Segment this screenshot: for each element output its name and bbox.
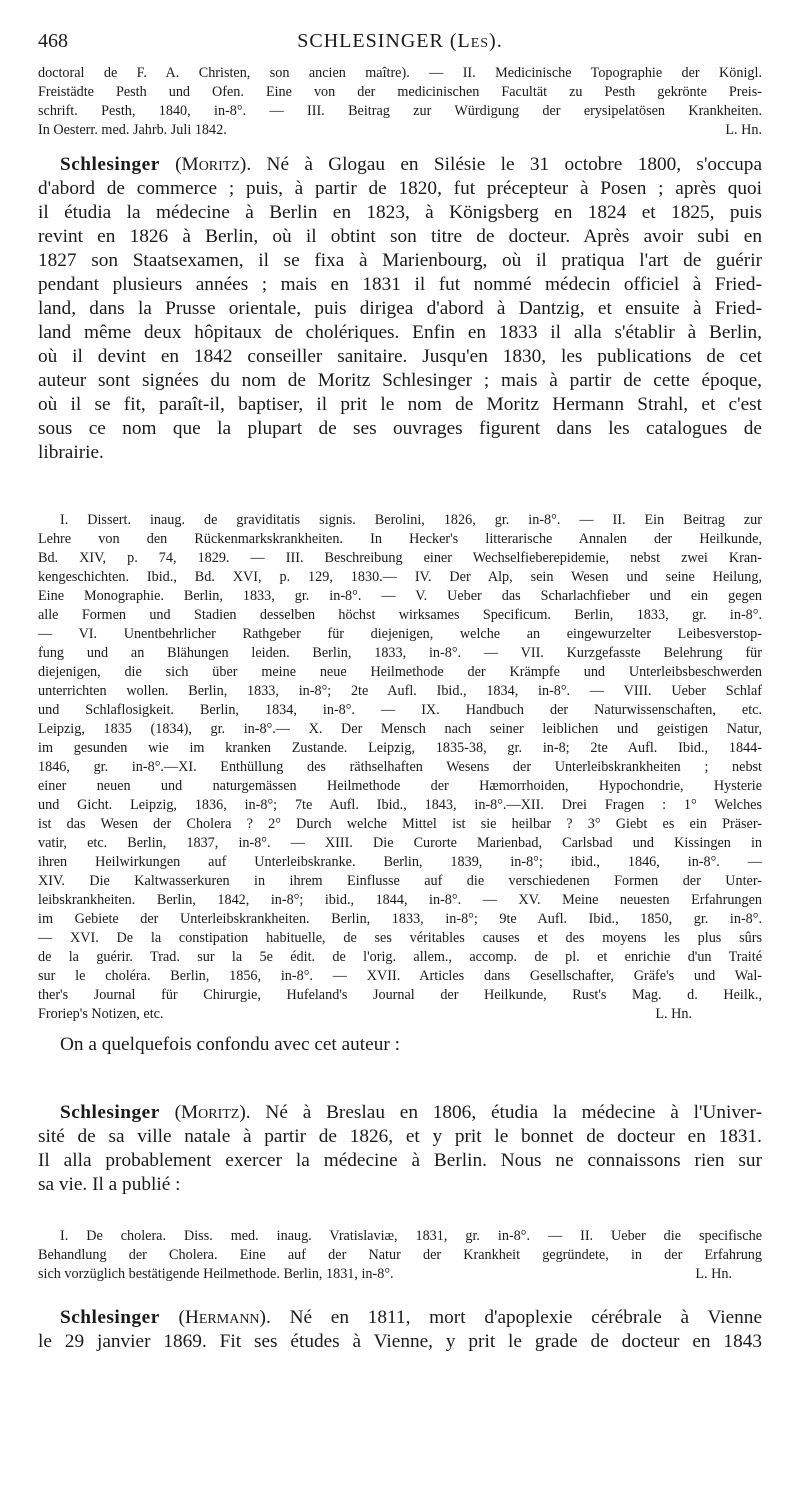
text-line-content: Né à Breslau en 1806, étudia la médecine à l'Univer-: [265, 1102, 763, 1123]
page-header: [38, 30, 762, 56]
entry-schlesinger-moritz-glogau-bibliography: [38, 511, 762, 1024]
entry-schlesinger-moritz-breslau: [38, 1101, 762, 1197]
bib-line: im Gebiete der Unterleibskrankheiten. Berlin, 1833, in-8°; 9te Aufl. Ibid., 1850, gr. in-8°.: [38, 911, 762, 927]
bib-line: kengeschichten. Ibid., Bd. XVI, p. 129, 1830.— IV. Der Alp, sein Wesen und seine Heilung,: [38, 569, 762, 585]
entry-first-name: (Hermann).: [178, 1307, 271, 1328]
bib-line: fung und an Blähungen leiden. Berlin, 1833, in-8°. — VII. Kurzgefasste Belehrung für: [38, 645, 762, 661]
author-signature: L. Hn.: [655, 1006, 692, 1022]
bib-line: XIV. Die Kaltwasserkuren in ihrem Einflusse auf die verschiedenen Formen der Unter-: [38, 873, 762, 889]
text-line: Il alla probablement exercer la médecine à Berlin. Nous ne connaissons rien sur: [38, 1150, 762, 1171]
author-signature: L. Hn.: [725, 122, 762, 138]
bib-line: Bd. XIV, p. 74, 1829. — III. Beschreibung einer Wechselfieberepidemie, nebst zwei Kran-: [38, 550, 762, 566]
bib-line: [38, 1265, 762, 1284]
bib-line: alle Formen und Stadien desselben höchst wirksames Specificum. Berlin, 1833, gr. in-8°.: [38, 607, 762, 623]
entry-first-line: [38, 1306, 762, 1330]
bib-line: — XVI. De la constipation habituelle, de ses véritables causes et des moyens les plus sûrs: [38, 930, 762, 946]
text-line-content: Froriep's Notizen, etc.: [38, 1006, 164, 1022]
bib-line: vatir, etc. Berlin, 1837, in-8°. — XIII. Die Curorte Marienbad, Carlsbad und Kissingen in: [38, 835, 762, 851]
confusion-note: [60, 1033, 762, 1057]
running-head: [38, 30, 762, 53]
text-line: auteur sont signées du nom de Moritz Schlesinger ; mais à partir de cette époque,: [38, 370, 762, 391]
bib-line: diejenigen, die sich über meine neue Heilmethode der Krämpfe und Unterleibsbeschwerden: [38, 664, 762, 680]
text-line: land même deux hôpitaux de cholériques. Enfin en 1833 il alla s'établir à Berlin,: [38, 322, 762, 343]
text-line: sous ce nom que la plupart de ses ouvrages figurent dans les catalogues de: [38, 418, 762, 439]
bib-line: [38, 1005, 762, 1024]
entry-schlesinger-moritz-breslau-bibliography: [38, 1227, 762, 1284]
bib-line: ist das Wesen der Cholera ? 2° Durch welche Mittel ist sie heilbar ? 3° Giebt es ein Präser-: [38, 816, 762, 832]
bib-line: im gesunden wie im kranken Zustande. Leipzig, 1835-38, gr. in-8; 2te Aufl. Ibid., 1844-: [38, 740, 762, 756]
entry-first-line: [38, 1101, 762, 1125]
bib-line: Leipzig, 1835 (1834), gr. in-8°.— X. Der Mensch nach seiner leiblichen und geistigen Natur,: [38, 721, 762, 737]
text-line: [38, 121, 762, 140]
bib-line: 1846, gr. in-8°.—XI. Enthüllung des räthselhaften Wesens der Unterleibskrankheiten ; nebst: [38, 759, 762, 775]
text-line: sa vie. Il a publié :: [38, 1174, 181, 1195]
text-line: où il devint en 1842 conseiller sanitaire. Jusqu'en 1830, les publications de cet: [38, 346, 762, 367]
bib-line: Behandlung der Cholera. Eine auf der Natur der Krankheit gegründete, in der Erfahrung: [38, 1247, 762, 1263]
text-line: On a quelquefois confondu avec cet auteur :: [60, 1034, 400, 1055]
text-line-content: Né en 1811, mort d'apoplexie cérébrale à Vienne: [289, 1307, 763, 1328]
entry-schlesinger-hermann: [38, 1306, 762, 1354]
entry-name: Schlesinger: [60, 1102, 160, 1123]
text-line: où il se fit, paraît-il, baptiser, il prit le nom de Moritz Hermann Strahl, et c'est: [38, 394, 762, 415]
text-line: d'abord de commerce ; puis, à partir de 1820, fut précepteur à Posen ; après quoi: [38, 178, 762, 199]
bib-line: einer neuen und naturgemässen Heilmethode der Hæmorrhoiden, Hypochondrie, Hysterie: [38, 778, 762, 794]
entry-name: Schlesinger: [60, 154, 160, 175]
page-number: 468: [38, 30, 68, 52]
previous-entry-continuation: [38, 64, 762, 140]
text-line: le 29 janvier 1869. Fit ses études à Vienne, y prit le grade de docteur en 1843: [38, 1331, 762, 1352]
bib-line: ther's Journal für Chirurgie, Hufeland's Journal der Heilkunde, Rust's Mag. d. Heilk.,: [38, 987, 762, 1003]
bib-line: und Gicht. Leipzig, 1836, in-8°; 7te Aufl. Ibid., 1843, in-8°.—XII. Drei Fragen : 1° Welches: [38, 797, 762, 813]
bib-line: I. De cholera. Diss. med. inaug. Vratislaviæ, 1831, gr. in-8°. — II. Ueber die specifische: [60, 1228, 762, 1244]
running-head-subtitle: (Les).: [449, 30, 503, 52]
bib-line: leibskrankheiten. Berlin, 1842, in-8°; ibid., 1844, in-8°. — XV. Meine neuesten Erfahrungen: [38, 892, 762, 908]
entry-name: Schlesinger: [60, 1307, 160, 1328]
entry-first-name: (Moritz).: [175, 154, 252, 175]
text-line: il étudia la médecine à Berlin en 1823, à Königsberg en 1824 et 1825, puis: [38, 202, 762, 223]
bib-line: ihren Heilwirkungen auf Unterleibskranke. Berlin, 1839, in-8°; ibid., 1846, in-8°. —: [38, 854, 762, 870]
bib-line: de la guérir. Trad. sur la 5e édit. de l'orig. allem., accomp. de pl. et enrichie d'un Traité: [38, 949, 762, 965]
text-line: doctoral de F. A. Christen, son ancien maître). — II. Medicinische Topographie der Königl.: [38, 65, 762, 81]
bib-line: I. Dissert. inaug. de graviditatis signis. Berolini, 1826, gr. in-8°. — II. Ein Beitrag zur: [60, 512, 762, 528]
bib-line: und Schlaflosigkeit. Berlin, 1834, in-8°. — IX. Handbuch der Naturwissenschaften, etc.: [38, 702, 762, 718]
text-line: librairie.: [38, 442, 104, 463]
running-head-title: SCHLESINGER: [297, 30, 444, 52]
text-line-content: Né à Glogau en Silésie le 31 octobre 1800, s'occupa: [266, 154, 763, 175]
text-line-content: In Oesterr. med. Jahrb. Juli 1842.: [38, 122, 227, 138]
bib-line: unterrichten wollen. Berlin, 1833, in-8°; 2te Aufl. Ibid., 1834, in-8°. — VIII. Ueber Schlaf: [38, 683, 762, 699]
text-line: schrift. Pesth, 1840, in-8°. — III. Beitrag zur Würdigung der erysipelatösen Krankheiten.: [38, 103, 762, 119]
entry-first-line: [38, 153, 762, 177]
bib-line: — VI. Unentbehrlicher Rathgeber für diejenigen, welche an eingewurzelter Leibesverstop-: [38, 626, 762, 642]
text-line: land, dans la Prusse orientale, puis dirigea d'abord à Dantzig, et ensuite à Fried-: [38, 298, 762, 319]
author-signature: L. Hn.: [695, 1266, 732, 1282]
text-line-content: sich vorzüglich bestätigende Heilmethode. Berlin, 1831, in-8°.: [38, 1266, 394, 1282]
text-line: revint en 1826 à Berlin, où il obtint son titre de docteur. Après avoir subi en: [38, 226, 762, 247]
entry-schlesinger-moritz-glogau: [38, 153, 762, 465]
text-line: Freistädte Pesth und Ofen. Eine von der medicinischen Facultät zu Pesth gekrönte Preis-: [38, 84, 762, 100]
entry-first-name: (Moritz).: [174, 1102, 251, 1123]
text-line: pendant plusieurs années ; mais en 1831 il fut nommé médecin officiel à Fried-: [38, 274, 762, 295]
bib-line: Eine Monographie. Berlin, 1833, gr. in-8°. — V. Ueber das Scharlachfieber und ein gegen: [38, 588, 762, 604]
bib-line: sur le choléra. Berlin, 1856, in-8°. — XVII. Articles dans Gesellschafter, Gräfe's und Wal-: [38, 968, 762, 984]
bib-line: Lehre von den Rückenmarkskrankheiten. In Hecker's litterarische Annalen der Heilkunde,: [38, 531, 762, 547]
text-line: 1827 son Staatsexamen, il se fixa à Marienbourg, où il pratiqua l'art de guérir: [38, 250, 762, 271]
text-line: sité de sa ville natale à partir de 1826, et y prit le bonnet de docteur en 1831.: [38, 1126, 762, 1147]
